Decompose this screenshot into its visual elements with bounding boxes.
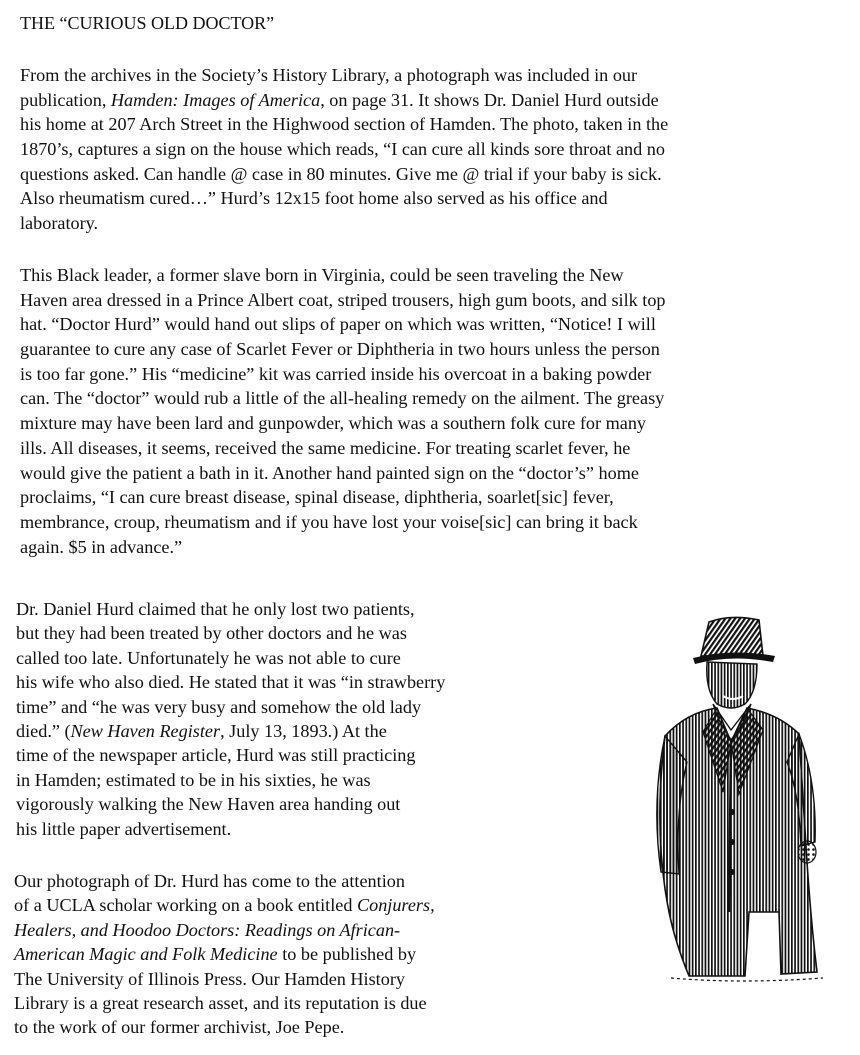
text-line: ills. All diseases, it seems, received the same medicine. For treating scarlet fever, he — [20, 437, 631, 458]
text-line: but they had been treated by other doctors and he was — [16, 623, 407, 644]
text-line: his wife who also died. He stated that it was “in strawberry — [16, 672, 446, 693]
text-line: hat. “Doctor Hurd” would hand out slips of paper on which was written, “Notice! I will — [20, 314, 656, 335]
text-line: would give the patient a bath in it. Another hand painted sign on the “doctor’s” home — [20, 462, 639, 483]
text-line: to the work of our former archivist, Joe Pepe. — [14, 1017, 345, 1038]
italic-title-text: American Magic and Folk Medicine — [14, 944, 278, 965]
text-line: again. $5 in advance.” — [20, 536, 183, 557]
text-segment: to be published by — [277, 944, 417, 965]
text-segment: , on page 31. It shows Dr. Daniel Hurd outside — [320, 89, 659, 110]
text-line: called too late. Unfortunately he was not able to cure — [16, 647, 401, 668]
text-segment: publication, — [20, 89, 111, 110]
text-line: This Black leader, a former slave born in Virginia, could be seen traveling the New — [20, 265, 624, 285]
text-line: his little paper advertisement. — [16, 818, 232, 839]
text-line: Also rheumatism cured…” Hurd’s 12x15 foot home also served as his office and — [20, 188, 608, 209]
italic-title-text: Healers, and Hoodoo Doctors: Readings on African- — [14, 919, 401, 940]
text-line: questions asked. Can handle @ case in 80 minutes. Give me @ trial if your baby is sick. — [20, 163, 662, 184]
text-line: is too far gone.” His “medicine” kit was carried inside his overcoat in a baking powder — [20, 363, 652, 384]
paragraph-patients — [16, 597, 445, 841]
text-line: Haven area dressed in a Prince Albert coat, striped trousers, high gum boots, and silk top — [20, 289, 666, 310]
paragraph-archives — [20, 63, 668, 236]
text-line: vigorously walking the New Haven area handing out — [16, 794, 401, 815]
text-line — [16, 719, 445, 743]
text-line: in Hamden; estimated to be in his sixties, he was — [16, 769, 371, 790]
text-line: From the archives in the Society’s History Library, a photograph was included in our — [20, 65, 638, 85]
text-line — [14, 942, 435, 966]
text-line: 1870’s, captures a sign on the house which reads, “I can cure all kinds sore throat and no — [20, 139, 665, 160]
text-line: can. The “doctor” would rub a little of the all-healing remedy on the ailment. The greasy — [20, 388, 665, 409]
text-line: membrance, croup, rheumatism and if you have lost your voise[sic] can bring it back — [20, 511, 638, 532]
text-segment: died.” ( — [16, 720, 71, 741]
text-line: guarantee to cure any case of Scarlet Fever or Diphtheria in two hours unless the person — [20, 339, 660, 360]
text-line: time” and “he was very busy and somehow the old lady — [16, 696, 422, 717]
text-line: mixture may have been lard and gunpowder, which was a southern folk cure for many — [20, 413, 647, 434]
text-line: Library is a great research asset, and its reputation is due — [14, 992, 427, 1013]
text-line: his home at 207 Arch Street in the Highwood section of Hamden. The photo, taken in the — [20, 114, 669, 135]
text-line: time of the newspaper article, Hurd was still practicing — [16, 745, 416, 766]
italic-title-text: Conjurers, — [356, 895, 435, 916]
italic-title-text: Hamden: Images of America — [110, 89, 321, 110]
paragraph-ucla-scholar — [14, 869, 435, 1040]
italic-title-text: New Haven Register — [70, 720, 221, 741]
text-line — [20, 88, 668, 113]
text-line: Dr. Daniel Hurd claimed that he only lost two patients, — [16, 599, 415, 619]
text-line: proclaims, “I can cure breast disease, spinal disease, diphtheria, soarlet[sic] fever, — [20, 487, 614, 508]
paragraph-black-leader — [20, 263, 666, 559]
text-line — [14, 893, 435, 917]
text-line: laboratory. — [20, 213, 99, 234]
text-segment: , July 13, 1893.) At the — [220, 720, 387, 741]
page-title: THE “CURIOUS OLD DOCTOR” — [20, 13, 275, 33]
text-line: Our photograph of Dr. Hurd has come to the attention — [14, 871, 405, 891]
doctor-hurd-portrait-image — [631, 612, 838, 988]
text-line: The University of Illinois Press. Our Hamden History — [14, 968, 405, 989]
text-line — [14, 918, 435, 942]
text-segment: of a UCLA scholar working on a book entitled — [14, 895, 357, 916]
